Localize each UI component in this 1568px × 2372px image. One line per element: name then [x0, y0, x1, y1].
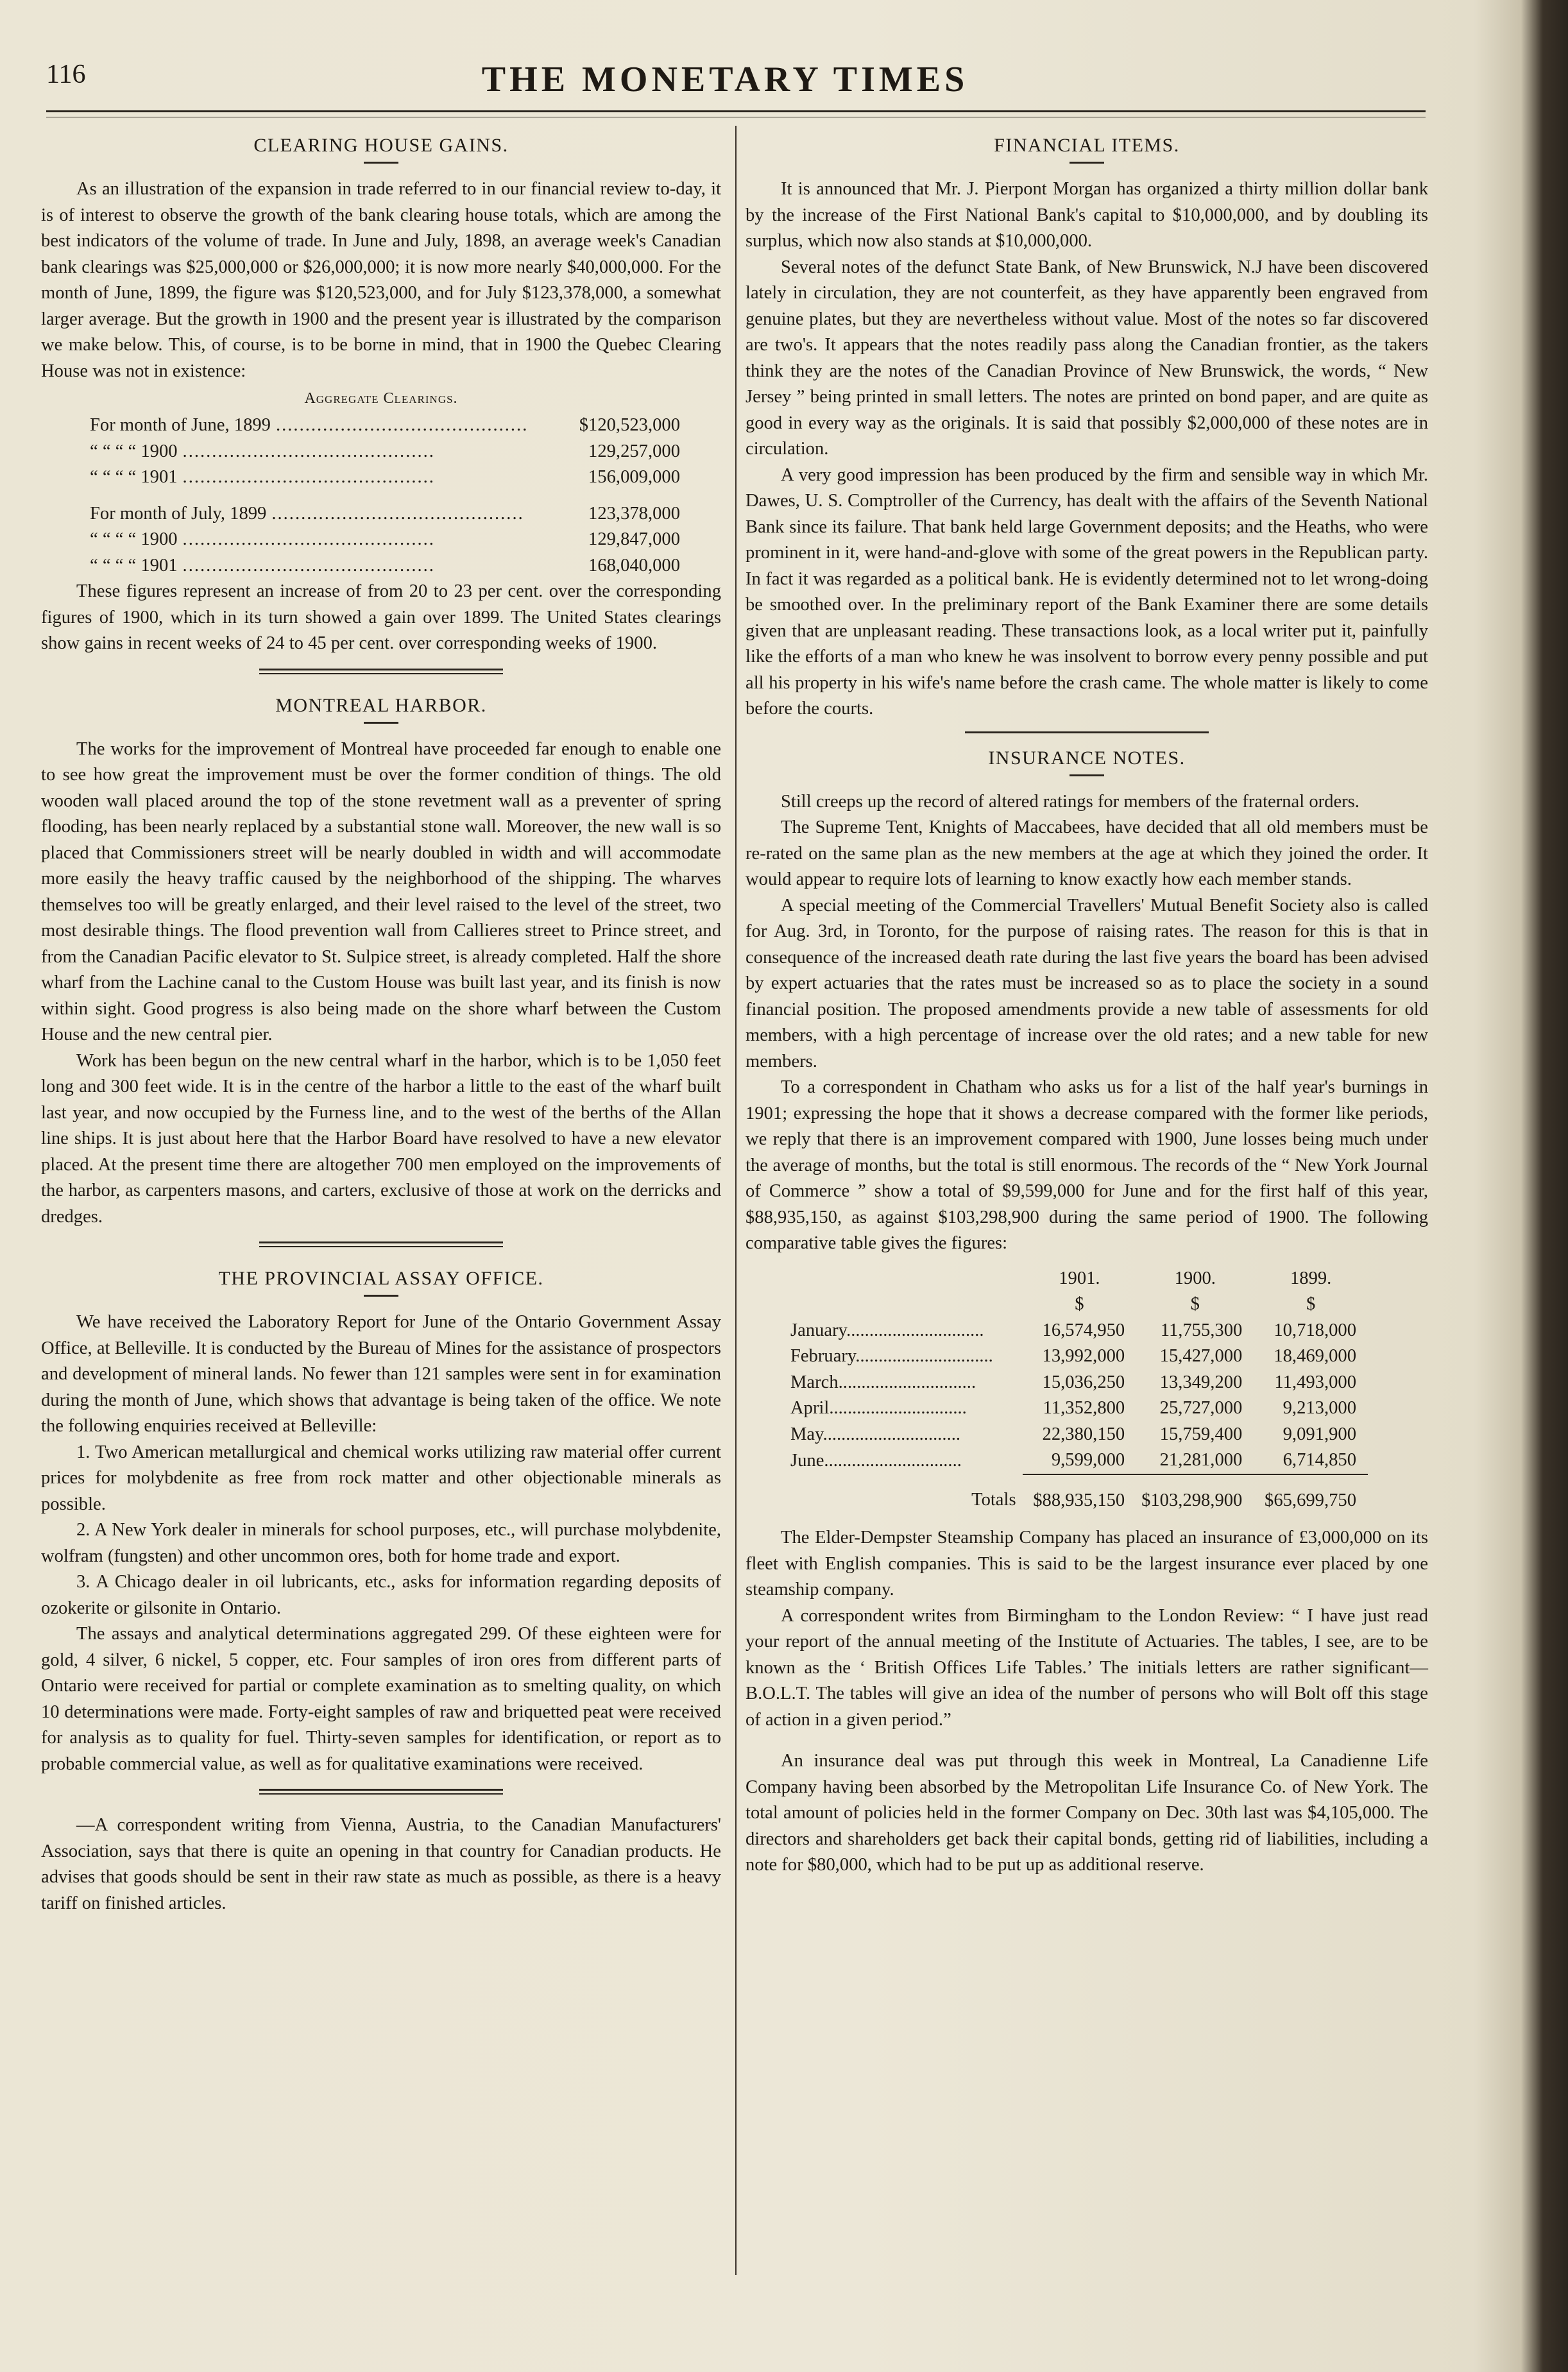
table-gap [41, 491, 721, 501]
clearings-label: “ “ “ “ 1901 [90, 467, 178, 487]
page-number: 116 [46, 60, 86, 89]
month-label: April [790, 1398, 830, 1418]
leader-dots: .............................. [855, 1346, 993, 1366]
insurance-paragraph: To a correspondent in Chatham who asks us for a list of the half year's burnings in 1901; expressing the hope that it shows a decrease compared with the former like periods, we reply that there is an improvement compared with 1900, June losses being much under the average of months, but the total is still enormous. The records of the “ New York Journal of Commerce ” show a total of $9,599,000 for June and for the first half of this year, $88,935,150, as against $103,298,900 during the same period of 1900. The following comparative table gives the figures: [746, 1077, 1428, 1253]
clearing-house-heading: CLEARING HOUSE GAINS. [253, 135, 509, 156]
clearings-label: “ “ “ “ 1901 [90, 555, 178, 576]
value-cell: 15,036,250 [1042, 1372, 1125, 1392]
currency-header: $ [1075, 1294, 1084, 1314]
month-cell [790, 1344, 1023, 1370]
month-label: June [790, 1450, 824, 1471]
total-label: Totals [971, 1490, 1016, 1510]
leader-dots: .............................. [838, 1372, 976, 1392]
clearings-table [41, 413, 721, 579]
table-currency-row [790, 1292, 1368, 1318]
harbor-paragraph: The works for the improvement of Montreal have proceeded far enough to enable one to see how great the improvement must be over the former condition of things. The old wooden wall placed around the top of the stone revetment wall as a preventer of spring flooding, has been nearly replaced by a substantial stone wall. Moreover, the new wall is so placed that Commissioners street will be nearly doubled in width and will accommodate more easily the heavy traffic caused by the neighborhood of the shipping. The wharves themselves too will be greatly enlarged, and their level raised to the level of the street, two most desirable things. The flood prevention wall from Callieres street to Prince street, and from the Canadian Pacific elevator to St. Sulpice street, is already completed. Half the shore wharf from the Lachine canal to the Custom House was built last year, and its finish is now within sight. Good progress is also being made on the shore wharf between the Custom House and the new central pier. [41, 738, 721, 1045]
insurance-paragraph: A special meeting of the Commercial Travellers' Mutual Benefit Society also is called for Aug. 3rd, in Toronto, for the purpose of raising rates. The reason for this is that in consequence of the increased death rate during the last five years the board has been advised by expert actuaries that the rates must be increased so as to place the society in a sound financial position. The proposed amendments provide a new table of assessments for old members, with a high percentage of increase over the old rates; and a new table for new members. [746, 895, 1428, 1071]
total-label-cell [790, 1474, 1023, 1514]
heading-underline [364, 722, 398, 724]
clearings-row [41, 553, 721, 579]
assay-office-heading: THE PROVINCIAL ASSAY OFFICE. [218, 1268, 544, 1289]
value-cell: 13,349,200 [1159, 1372, 1243, 1392]
clearings-amount: $120,523,000 [579, 415, 680, 435]
clearings-label: For month of July, 1899 [90, 503, 267, 524]
clearings-amount: 129,847,000 [588, 529, 680, 549]
total-value: $103,298,900 [1136, 1474, 1254, 1514]
leader-dots: .............................. [829, 1398, 967, 1418]
heading-underline [1069, 774, 1104, 776]
value-cell: 9,599,000 [1051, 1450, 1125, 1470]
total-value: $88,935,150 [1023, 1474, 1137, 1514]
financial-paragraph: It is announced that Mr. J. Pierpont Morgan has organized a thirty million dollar bank by the increase of the First National Bank's capital to $10,000,000, and by doubling its surplus, which now also stands at $10,000,000. [746, 179, 1428, 251]
section-divider [965, 731, 1209, 733]
montreal-harbor-heading: MONTREAL HARBOR. [275, 694, 487, 716]
clearing-intro: As an illustration of the expansion in trade referred to in our financial review to-day, it is of interest to observe the growth of the bank clearing house totals, which are among the best indicators of the volume of trade. In June and July, 1898, an average week's Canadian bank clearings was $25,000,000 or $26,000,000; it is now more nearly $40,000,000. For the month of June, 1899, the figure was $120,523,000, and for July $123,378,000, a somewhat larger average. But the growth in 1900 and the present year is illustrated by the comparison we make below. This, of course, is to be borne in mind, that in 1900 the Quebec Clearing House was not in existence: [41, 179, 721, 381]
table-header-row [790, 1266, 1368, 1292]
financial-items-heading: FINANCIAL ITEMS. [994, 135, 1180, 156]
month-label: May [790, 1424, 823, 1444]
clearings-amount: 156,009,000 [588, 467, 680, 487]
value-cell: 15,759,400 [1159, 1424, 1243, 1444]
value-cell: 11,755,300 [1160, 1320, 1243, 1340]
heading-underline [1069, 162, 1104, 164]
harbor-paragraph: Work has been begun on the new central wharf in the harbor, which is to be 1,050 feet long and 300 feet wide. It is in the centre of the harbor a little to the east of the wharf built last year, and now occupied by the Furness line, and to the west of the berths of the Allan line ships. It is just about here that the Harbor Board have resolved to have a new elevator placed. At the present time there are altogether 700 men employed on the improvements of the harbor, as carpenters masons, and carters, exclusive of those at work on the derricks and dredges. [41, 1050, 721, 1227]
value-cell: 10,718,000 [1274, 1320, 1356, 1340]
financial-paragraph: A very good impression has been produced by the firm and sensible way in which Mr. Dawes, U. S. Comptroller of the Currency, has dealt with the affairs of the Seventh National Bank since its failure. That bank held large Government deposits; and the Heaths, who were prominent in it, were hand-and-glove with some of the great powers in the Republican party. In fact it was regarded as a political bank. He is evidently determined not to let wrong-doing be smoothed over. In the preliminary report of the Bank Examiner there are some details given that are unpleasant reading. These transactions look, as a local writer put it, painfully like the efforts of a man who knew he was insolvent to borrow every penny possible and put all his property in his wife's name before the crash came. The whole matter is likely to come before the courts. [746, 465, 1428, 719]
table-row [790, 1422, 1368, 1448]
clearings-amount: 123,378,000 [588, 503, 680, 524]
year-header: 1901. [1059, 1268, 1100, 1288]
year-header: 1899. [1290, 1268, 1332, 1288]
right-column [746, 128, 1428, 1879]
insurance-paragraph: A correspondent writes from Birmingham to the London Review: “ I have just read your report of the annual meeting of the Institute of Actuaries. The tables, I see, are to be known as the ‘ British Offices Life Tables.’ The initials letters are rather significant—B.O.L.T. The tables will give an idea of the number of persons who will Bolt off this stage of action in a given period.” [746, 1605, 1428, 1730]
leader-dots: .............................. [822, 1424, 961, 1444]
month-cell [790, 1447, 1023, 1474]
value-cell: 11,493,000 [1274, 1372, 1356, 1392]
value-cell: 13,992,000 [1042, 1346, 1125, 1366]
clearings-row [41, 501, 721, 527]
assay-paragraph: 2. A New York dealer in minerals for school purposes, etc., will purchase molybdenite, wolfram (fungsten) and other uncommon ores, both for home trade and export. [41, 1520, 721, 1566]
month-label: February [790, 1346, 856, 1366]
value-cell: 21,281,000 [1159, 1450, 1243, 1470]
clearings-amount: 168,040,000 [588, 555, 680, 576]
insurance-notes-heading: INSURANCE NOTES. [988, 747, 1186, 769]
clearings-row [41, 439, 721, 465]
clearings-label: For month of June, 1899 [90, 415, 271, 435]
leader-dots: ........................................... [271, 503, 524, 524]
clearings-row [41, 413, 721, 439]
value-cell: 9,213,000 [1283, 1398, 1356, 1418]
heading-underline [364, 1295, 398, 1297]
currency-header: $ [1306, 1294, 1316, 1314]
section-divider [259, 669, 503, 674]
table-row [790, 1370, 1368, 1396]
value-cell: 11,352,800 [1043, 1398, 1125, 1418]
header-rule [46, 110, 1426, 112]
table-total-row [790, 1474, 1368, 1514]
clearings-row [41, 465, 721, 491]
value-cell: 16,574,950 [1042, 1320, 1125, 1340]
currency-header: $ [1190, 1294, 1200, 1314]
assay-paragraph: The assays and analytical determinations aggregated 299. Of these eighteen were for gold, 4 silver, 6 nickel, 5 copper, etc. Four samples of iron ores from different parts of Ontario were received for partial or complete examination as to smelting quality, on which 10 determinations were made. Forty-eight samples of raw and briquetted peat were received for analysis as to quality for fuel. Thirty-seven samples for identification, or report as to probable commercial value, as well as for qualitative examinations were received. [41, 1624, 721, 1774]
table-row [790, 1447, 1368, 1474]
value-cell: 6,714,850 [1283, 1450, 1356, 1470]
leader-dots: ........................................... [182, 555, 435, 576]
leader-dots: ........................................... [182, 441, 435, 461]
value-cell: 9,091,900 [1283, 1424, 1356, 1444]
clearings-label: “ “ “ “ 1900 [90, 441, 178, 461]
vienna-paragraph: —A correspondent writing from Vienna, Austria, to the Canadian Manufacturers' Association, says that there is quite an opening in that country for Canadian products. He advises that goods should be sent in their raw state as much as possible, as there is a heavy tariff on finished articles. [41, 1815, 721, 1913]
clearings-amount: 129,257,000 [588, 441, 680, 461]
total-value: $65,699,750 [1254, 1474, 1368, 1514]
left-column [41, 128, 721, 1916]
assay-paragraph: 1. Two American metallurgical and chemical works utilizing raw material offer current prices for molybdenite as free from rock matter and other objectionable minerals as possible. [41, 1442, 721, 1514]
financial-paragraph: Several notes of the defunct State Bank, of New Brunswick, N.J have been discovered lately in circulation, they are not counterfeit, as they have apparently been engraved from genuine plates, but they are nevertheless without value. Most of the notes so far discovered are two's. It appears that the notes readily pass along the Canadian frontier, as the takers think they are the notes of the Canadian Province of New Brunswick, the words, “ New Jersey ” being printed in small letters. The notes are printed on bond paper, and are quite as good in every way as the originals. It is said that possibly $2,000,000 of these notes are in circulation. [746, 257, 1428, 459]
leader-dots: ........................................... [182, 467, 435, 487]
insurance-paragraph: The Supreme Tent, Knights of Maccabees, have decided that all old members must be re-rated on the same plan as the new members at the age at which they joined the order. It would appear to require lots of learning to know exactly how each member stands. [746, 817, 1428, 889]
clearings-row [41, 527, 721, 553]
month-label: January [790, 1320, 847, 1340]
month-label: March [790, 1372, 839, 1392]
clearing-outro: These figures represent an increase of from 20 to 23 per cent. over the corresponding figures of 1900, which in its turn showed a gain over 1899. The United States clearings show gains in recent weeks of 24 to 45 per cent. over corresponding weeks of 1900. [41, 581, 721, 653]
month-cell [790, 1422, 1023, 1448]
insurance-paragraph: The Elder-Dempster Steamship Company has placed an insurance of £3,000,000 on its fleet with English companies. This is said to be the largest insurance ever placed by one steamship company. [746, 1528, 1428, 1600]
table-row [790, 1395, 1368, 1422]
masthead-title: THE MONETARY TIMES [481, 60, 969, 99]
month-cell [790, 1318, 1023, 1344]
column-divider [735, 126, 737, 2275]
month-cell [790, 1370, 1023, 1396]
section-divider [259, 1241, 503, 1247]
table-row [790, 1344, 1368, 1370]
assay-paragraph: 3. A Chicago dealer in oil lubricants, etc., asks for information regarding deposits of ozokerite or gilsonite in Ontario. [41, 1572, 721, 1618]
month-cell [790, 1395, 1023, 1422]
value-cell: 18,469,000 [1274, 1346, 1356, 1366]
year-header: 1900. [1174, 1268, 1216, 1288]
value-cell: 22,380,150 [1042, 1424, 1125, 1444]
insurance-paragraph: Still creeps up the record of altered ratings for members of the fraternal orders. [781, 791, 1359, 812]
leader-dots: ........................................... [275, 415, 529, 435]
assay-paragraph: We have received the Laboratory Report for June of the Ontario Government Assay Office, at Belleville. It is conducted by the Bureau of Mines for the assistance of prospectors and development of mineral lands. No fewer than 121 samples were sent in for examination during the month of June, which shows that advantage is being taken of the office. We note the following enquiries received at Belleville: [41, 1312, 721, 1436]
section-divider [259, 1789, 503, 1795]
leader-dots: .............................. [846, 1320, 984, 1340]
fire-losses-table [790, 1266, 1368, 1514]
leader-dots: ........................................... [182, 529, 435, 549]
insurance-paragraph: An insurance deal was put through this week in Montreal, La Canadienne Life Company having been absorbed by the Metropolitan Life Insurance Co. of New York. The total amount of policies held in the former Company on Dec. 30th last was $4,105,000. The directors and shareholders get back their capital bonds, getting rid of liabilities, including a note for $80,000, which had to be put up as additional reserve. [746, 1751, 1428, 1875]
clearings-label: “ “ “ “ 1900 [90, 529, 178, 549]
leader-dots: .............................. [824, 1450, 962, 1471]
aggregate-clearings-heading: Aggregate Clearings. [304, 390, 458, 407]
value-cell: 15,427,000 [1159, 1346, 1243, 1366]
value-cell: 25,727,000 [1159, 1398, 1243, 1418]
table-row [790, 1318, 1368, 1344]
heading-underline [364, 162, 398, 164]
